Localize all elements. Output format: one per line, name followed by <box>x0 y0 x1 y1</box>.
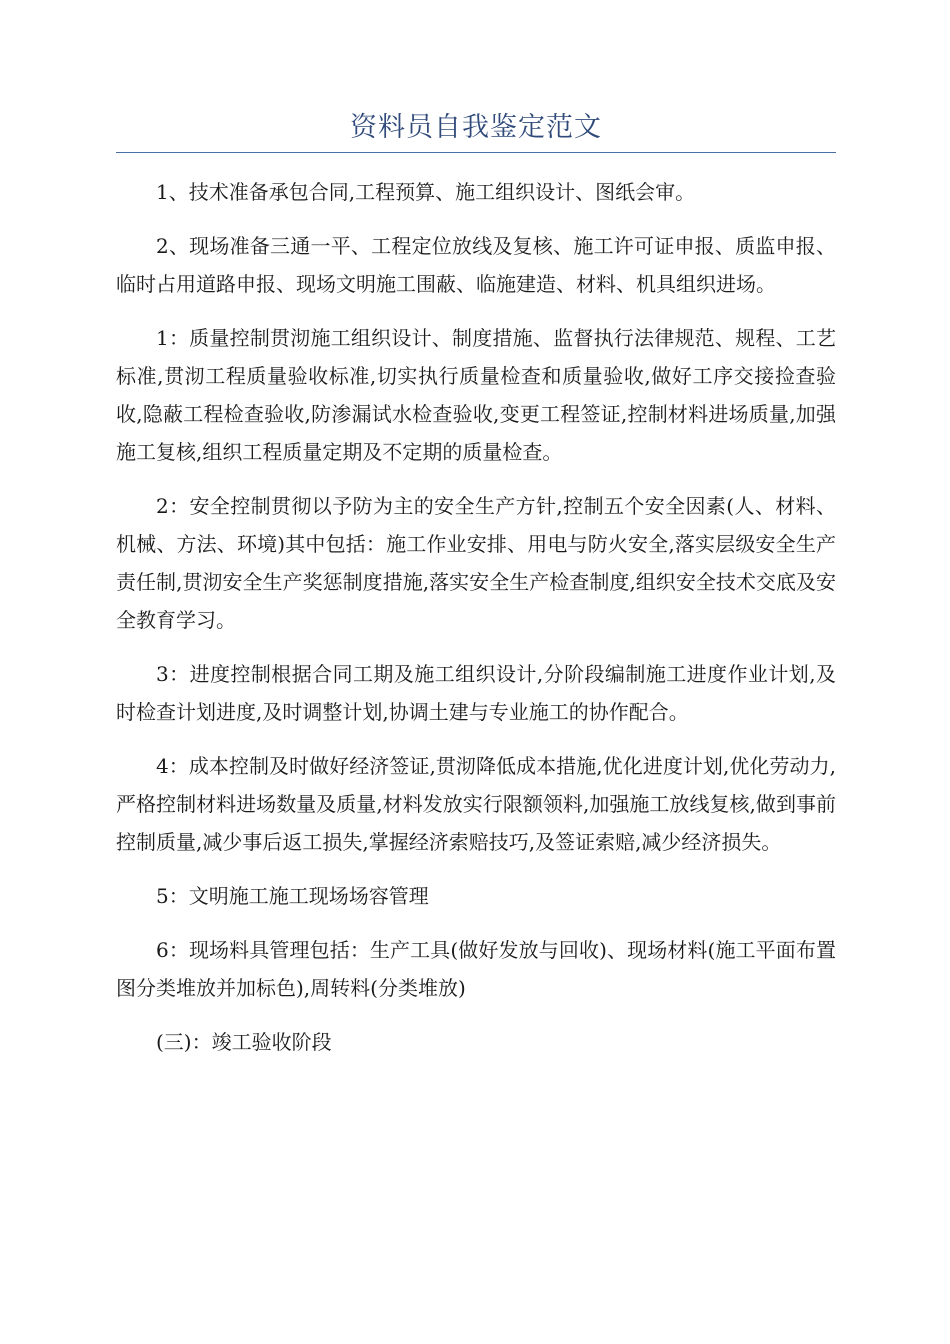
paragraph: 2：安全控制贯彻以予防为主的安全生产方针,控制五个安全因素(人、材料、机械、方法、环境)其中包括：施工作业安排、用电与防火安全,落实层级安全生产责任制,贯沏安全生产奖惩制度措施,落实安全生产检查制度,组织安全技术交底及安全教育学习。 <box>116 494 836 632</box>
paragraph: 2、现场准备三通一平、工程定位放线及复核、施工许可证申报、质监申报、临时占用道路申报、现场文明施工围蔽、临施建造、材料、机具组织进场。 <box>116 234 836 296</box>
paragraph: 5：文明施工施工现场场容管理 <box>156 884 429 908</box>
paragraph: 4：成本控制及时做好经济签证,贯沏降低成本措施,优化进度计划,优化劳动力,严格控制材料进场数量及质量,材料发放实行限额领料,加强施工放线复核,做到事前控制质量,减少事后返工损失,掌握经济索赔技巧,及签证索赔,减少经济损失。 <box>116 754 836 854</box>
document-page <box>116 108 836 1077</box>
paragraph: 1、技术准备承包合同,工程预算、施工组织设计、图纸会审。 <box>156 180 696 204</box>
paragraph: 3：进度控制根据合同工期及施工组织设计,分阶段编制施工进度作业计划,及时检查计划进度,及时调整计划,协调土建与专业施工的协作配合。 <box>116 662 836 724</box>
document-title: 资料员自我鉴定范文 <box>350 112 602 143</box>
document-body <box>116 173 836 1061</box>
paragraph: (三)：竣工验收阶段 <box>156 1030 332 1054</box>
paragraph: 1：质量控制贯沏施工组织设计、制度措施、监督执行法律规范、规程、工艺标准,贯沏工程质量验收标准,切实执行质量检查和质量验收,做好工序交接捡查验收,隐蔽工程检查验收,防渗漏试水检查验收,变更工程签证,控制材料进场质量,加强施工复核,组织工程质量定期及不定期的质量检查。 <box>116 326 836 464</box>
title-divider <box>116 152 836 153</box>
paragraph: 6：现场料具管理包括：生产工具(做好发放与回收)、现场材料(施工平面布置图分类堆放并加标色),周转料(分类堆放) <box>116 938 836 1000</box>
